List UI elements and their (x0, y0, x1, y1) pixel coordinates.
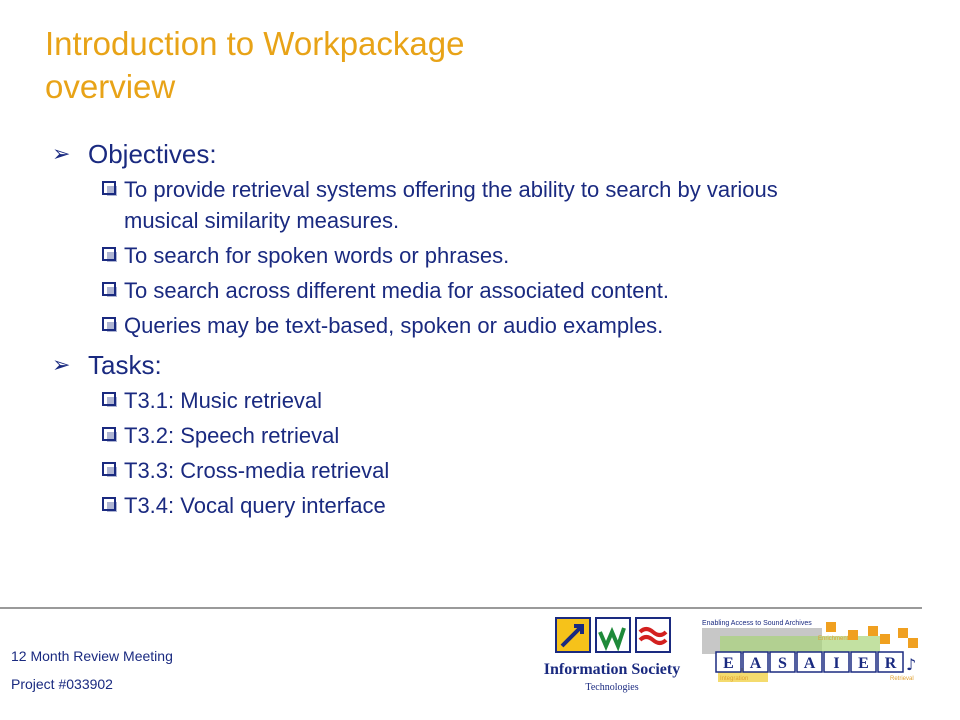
easaier-square (898, 628, 908, 638)
square-bullet-icon (102, 427, 116, 441)
square-bullet-icon (102, 462, 116, 476)
list-item (102, 240, 932, 271)
arrow-bullet-icon: ➢ (52, 352, 71, 377)
information-society-logo (536, 612, 688, 712)
footer-divider (0, 607, 922, 609)
slide-title-line1: Introduction to Workpackage (45, 25, 465, 62)
list-item-text: T3.1: Music retrieval (124, 388, 323, 413)
easaier-letter: I (833, 655, 840, 672)
list-item (102, 275, 932, 306)
footer-project: Project #033902 (11, 676, 113, 692)
ist-logo-line2: Technologies (585, 682, 639, 693)
list-item (102, 455, 932, 486)
list-item-text: T3.2: Speech retrieval (124, 423, 340, 448)
easaier-letter-boxes (716, 652, 903, 672)
slide-title (45, 22, 745, 108)
list-item-text: To search for spoken words or phrases. (124, 243, 510, 268)
easaier-letter: A (749, 655, 762, 672)
list-item (102, 420, 932, 451)
easaier-letter: R (884, 655, 897, 672)
list-item-text: T3.3: Cross-media retrieval (124, 458, 390, 483)
square-bullet-icon (102, 317, 116, 331)
square-bullet-icon (102, 392, 116, 406)
easaier-letter: S (778, 655, 787, 672)
list-item (102, 310, 932, 341)
easaier-label-enrichment: Enrichment (818, 636, 849, 642)
ist-logo-line1: Information Society (543, 661, 681, 678)
square-bullet-icon (102, 282, 116, 296)
list-item (102, 490, 932, 521)
square-bullet-icon (102, 181, 116, 195)
easaier-letter: E (723, 655, 734, 672)
easaier-square (826, 622, 836, 632)
easaier-square (848, 630, 858, 640)
easaier-square (880, 634, 890, 644)
slide-content (52, 134, 932, 525)
list-item (102, 385, 932, 416)
list-item (102, 174, 932, 236)
music-note-icon: ♪ (906, 655, 917, 674)
list-item-text: T3.4: Vocal query interface (124, 493, 386, 518)
easaier-letter: E (858, 655, 869, 672)
objectives-label: Objectives: (88, 138, 217, 169)
easaier-logo (700, 616, 922, 690)
tasks-label: Tasks: (88, 349, 162, 380)
section-objectives-heading (52, 134, 932, 174)
list-item-text: To search across different media for associated content. (124, 278, 669, 303)
easaier-letter: A (803, 655, 816, 672)
easaier-tagline: Enabling Access to Sound Archives (702, 620, 812, 627)
footer-meeting: 12 Month Review Meeting (11, 648, 173, 664)
square-bullet-icon (102, 497, 116, 511)
arrow-bullet-icon: ➢ (52, 141, 71, 166)
section-tasks-heading (52, 345, 932, 385)
slide-title-line2: overview (45, 68, 176, 105)
list-item-text: To provide retrieval systems offering the ability to search by various musical similarity measures. (124, 177, 778, 233)
easaier-square (868, 626, 878, 636)
easaier-label-retrieval: Retrieval (890, 676, 914, 682)
square-bullet-icon (102, 247, 116, 261)
easaier-square (908, 638, 918, 648)
list-item-text: Queries may be text-based, spoken or audio examples. (124, 313, 664, 338)
easaier-label-integration: Integration (720, 676, 749, 682)
